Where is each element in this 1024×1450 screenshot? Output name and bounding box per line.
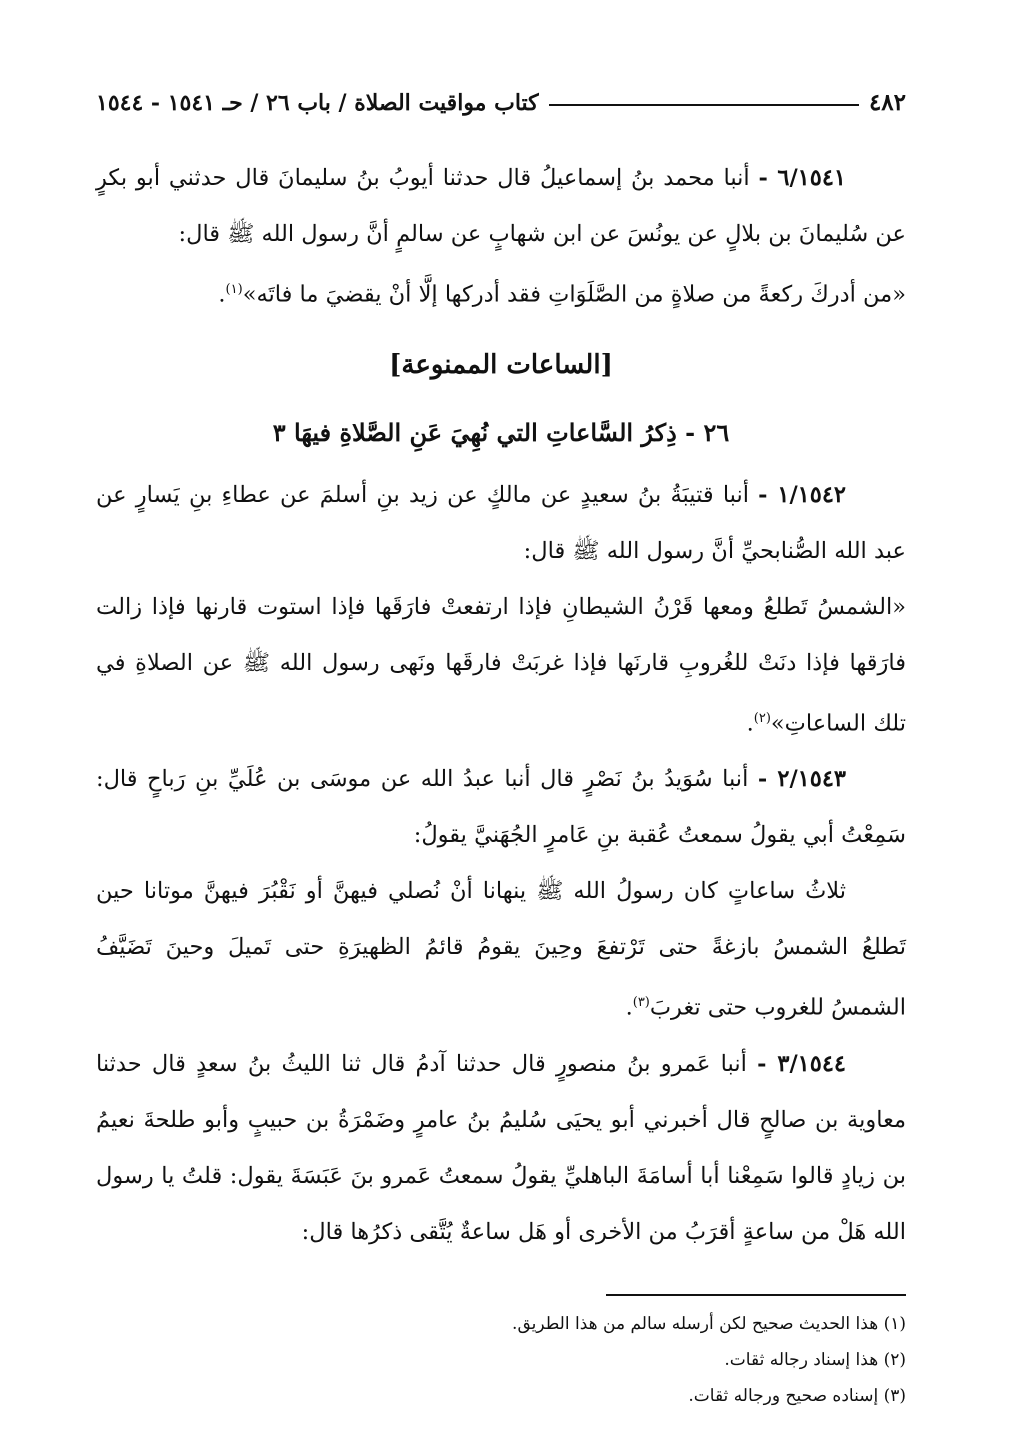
hadith-isnad: أنبا سُوَيدُ بنُ نَصْرٍ قال أنبا عبدُ الله عن موسَى بن عُلَيِّ بنِ رَباحٍ قال: سَمِعْتُ أبي يقولُ سمعتُ عُقبة بنِ عَامرٍ الجُهَنيَّ يقولُ: [96, 766, 906, 848]
hadith-1541-matn: «من أدركَ ركعةً من صلاةٍ من الصَّلَوَاتِ فقد أدركها إلَّا أنْ يقضيَ ما فاتَه»$^{(١)}$. [218, 281, 906, 308]
hadith-1543-matn: ثلاثُ ساعاتٍ كان رسولُ الله ﷺ ينهانا أنْ نُصلي فيهنَّ أو نَقْبُرَ فيهنَّ موتانا حين تَطلعُ الشمسُ بازغةً حتى تَرْتفعَ وحِينَ يقومُ قائمُ الظهيرَةِ حتى تَميلَ وحينَ تَضَيَّفُ الشمسُ للغروب حتى تغربَ$^{(٣)}$. [96, 878, 906, 1021]
footnote-separator [606, 1294, 906, 1296]
page-body [96, 150, 906, 1260]
header-rule [549, 104, 859, 106]
hadith-isnad: أنبا محمد بنُ إسماعيلُ قال حدثنا أيوبُ بنُ سليمانَ قال حدثني أبو بكرٍ عن سُليمانَ بن بلالٍ عن يونُسَ عن ابن شهابٍ عن سالمٍ أنَّ رسول الله ﷺ قال: [96, 165, 906, 247]
section-heading: [الساعات الممنوعة] [389, 349, 613, 380]
page-header [96, 82, 906, 116]
hadith-1543 [96, 751, 906, 863]
hadith-quote: «الشمسُ تَطلعُ ومعها قَرْنُ الشيطانِ فإذا ارتفعتْ فارَقَها فإذا استوت قارنها فإذا زالت فارَقها فإذا دنَتْ للغُروبِ قارنَها فإذا غربَتْ فارقَها ونَهى رسول الله ﷺ عن الصلاةِ في تلك الساعاتِ» [96, 593, 906, 736]
hadith-quote: «من أدركَ ركعةً من صلاةٍ من الصَّلَوَاتِ فقد أدركها إلَّا أنْ يقضيَ ما فاتَه» [242, 281, 906, 308]
hadith-1541 [96, 150, 906, 262]
hadith-quote: ثلاثُ ساعاتٍ كان رسولُ الله ﷺ ينهانا أنْ نُصلي فيهنَّ أو نَقْبُرَ فيهنَّ موتانا حين تَطلعُ الشمسُ بازغةً حتى تَرْتفعَ وحِينَ يقومُ قائمُ الظهيرَةِ حتى تَميلَ وحينَ تَضَيَّفُ الشمسُ للغروب حتى تغربَ [96, 878, 906, 1021]
hadith-number: ٦/١٥٤١ - [758, 165, 847, 191]
hadith-1544 [96, 1036, 906, 1260]
hadith-isnad: أنبا عَمرو بنُ منصورٍ قال حدثنا آدمُ قال ثنا الليثُ بنُ سعدٍ قال حدثنا معاوية بن صالحٍ قال أخبرني أبو يحيَى سُليمُ بنُ عامرٍ وضَمْرَةُ بن حبيبٍ وأبو طلحةَ نعيمُ بن زيادٍ قالوا سَمِعْنا أبا أسامَةَ الباهليِّ يقولُ سمعتُ عَمرو بنَ عَبَسَةَ يقول: قلتُ يا رسول الله هَلْ من ساعةٍ أقرَبُ من الأخرى أو هَل ساعةٌ يُتَّقى ذكرُها قال: [96, 1050, 906, 1245]
hadith-1542-matn: «الشمسُ تَطلعُ ومعها قَرْنُ الشيطانِ فإذا ارتفعتْ فارَقَها فإذا استوت قارنها فإذا زالت فارَقها فإذا دنَتْ للغُروبِ قارنَها فإذا غربَتْ فارقَها ونَهى رسول الله ﷺ عن الصلاةِ في تلك الساعاتِ»$^{(٢)}$. [96, 593, 906, 736]
hadith-number: ١/١٥٤٢ - [758, 481, 847, 508]
page-number: ٤٨٢ [868, 89, 906, 116]
footnote-marker: (١) [225, 282, 243, 297]
footnote-marker: (٢) [753, 710, 771, 726]
hadith-number: ٢/١٥٤٣ - [757, 766, 847, 792]
hadith-1542 [96, 467, 906, 579]
footnote-1: (١) هذا الحديث صحيح لكن أرسله سالم من هذا الطريق. [512, 1314, 906, 1334]
footnote-2: (٢) هذا إسناد رجاله ثقات. [724, 1350, 906, 1370]
footnotes [96, 1306, 906, 1414]
hadith-isnad: أنبا قتيبَةُ بنُ سعيدٍ عن مالكٍ عن زيد بنِ أسلمَ عن عطاءِ بنِ يَسارٍ عن عبد الله الصُّنابحيِّ أنَّ رسول الله ﷺ قال: [96, 481, 906, 564]
hadith-number: ٣/١٥٤٤ - [757, 1050, 847, 1077]
chapter-heading: ٢٦ - ذِكرُ السَّاعاتِ التي نُهِيَ عَنِ الصَّلاةِ فيهَا ٣ [272, 417, 730, 447]
footnote-3: (٣) إسناده صحيح ورجاله ثقات. [688, 1386, 906, 1406]
footnote-marker: (٣) [632, 995, 650, 1010]
running-title: كتاب مواقيت الصلاة / باب ٢٦ / حـ ١٥٤١ - ١٥٤٤ [96, 90, 539, 116]
